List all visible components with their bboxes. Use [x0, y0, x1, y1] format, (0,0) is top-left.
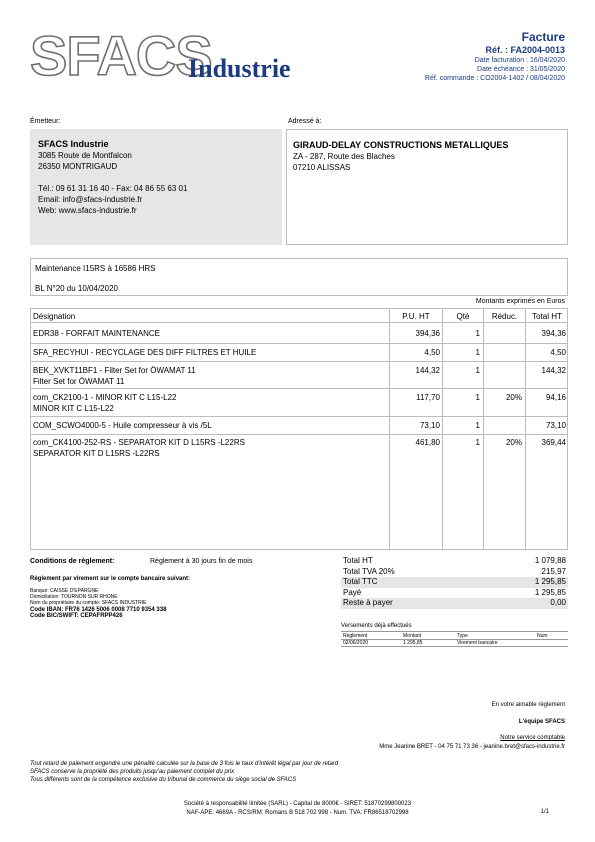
legal-line: SFACS conserve la propriété des produits jusqu'au paiement complet du prix — [30, 769, 235, 775]
bank-details — [30, 588, 166, 619]
reference-line1: Maintenance I15RS à 16586 HRS — [35, 264, 156, 273]
total-row: Total TVA 20% 215,97 — [343, 566, 566, 576]
table-row — [31, 389, 567, 417]
table-row — [31, 344, 567, 362]
item-qty: 1 — [475, 329, 480, 338]
item-qty: 1 — [475, 366, 480, 375]
reference-line2: BL N°20 du 10/04/2020 — [35, 284, 118, 293]
invoice-header — [425, 30, 565, 83]
total-row: Total HT 1 079,88 — [343, 556, 566, 565]
header-pu: P.U. HT — [402, 312, 430, 321]
payments-table — [341, 623, 568, 647]
client-address2: 07210 ALISSAS — [293, 163, 351, 172]
item-designation: EDR38 - FORFAIT MAINTENANCE — [33, 329, 160, 338]
item-total: 73,10 — [545, 421, 566, 430]
virement-title: Règlement par virement sur le compte bancaire suivant: — [30, 576, 191, 582]
item-reduc: 20% — [505, 438, 522, 447]
closing-service: Notre service comptable — [500, 735, 565, 741]
total-row: Reste à payer 0,00 — [343, 598, 566, 607]
date-echeance: Date échéance : 31/05/2020 — [477, 66, 565, 73]
closing-team: L'équipe SFACS — [518, 719, 565, 725]
item-designation: BEK_XVKT11BF1 - Filter Set for ÖWAMAT 11 Filter Set for ÖWAMAT 11 — [33, 366, 196, 386]
bank-owner: Nom du propriétaire du compte: SFACS INDUSTRIE — [30, 600, 147, 607]
bank-iban: Code IBAN: FR76 1426 5006 0008 7710 9354 338 — [30, 606, 167, 613]
item-total: 4,50 — [550, 348, 566, 357]
item-designation: COM_SCWO4000-5 - Huile compresseur à vis /5L — [33, 421, 212, 430]
footer-line1: Société à responsabilité limitée (SARL) - Capital de 8000€ - SIRET: 51870299800023 — [183, 801, 412, 807]
legal-line: Tout retard de paiement engendre une pénalité calculée sur la base de 3 fois le taux d'intérêt légal par jour de retard — [30, 761, 339, 767]
bank-name: Banque: CAISSE D'EPARGNE — [30, 588, 99, 594]
item-pu: 4,50 — [424, 348, 440, 357]
item-total: 394,36 — [541, 329, 566, 338]
item-pu: 461,80 — [415, 438, 440, 447]
table-row — [31, 435, 567, 463]
total-row: Payé 1 295,85 — [343, 587, 566, 597]
invoice-ref: Réf. : FA2004-0013 — [485, 45, 565, 55]
header-reduc: Réduc. — [491, 312, 518, 321]
payment-row: 02/06/2020 1 295,85 Virement bancaire — [341, 640, 568, 647]
conditions-label: Conditions de règlement: — [30, 558, 115, 565]
payments-title: Versements déjà effectués — [341, 623, 568, 632]
emetteur-web: Web: www.sfacs-industrie.fr — [38, 206, 137, 215]
items-table — [30, 308, 568, 550]
invoice-title: Facture — [521, 30, 565, 44]
item-qty: 1 — [475, 348, 480, 357]
bank-bic: Code BIC/SWIFT: CEPAFRPP426 — [30, 612, 123, 619]
table-row — [31, 362, 567, 389]
item-pu: 73,10 — [419, 421, 440, 430]
item-qty: 1 — [475, 393, 480, 402]
adresse-label: Adressé à: — [288, 118, 322, 125]
item-total: 369,44 — [541, 438, 566, 447]
item-pu: 117,70 — [416, 393, 440, 402]
table-header — [31, 309, 567, 323]
payments-header: Règlement Montant Type Num — [341, 633, 568, 640]
page-number: 1/1 — [540, 809, 549, 815]
table-row — [31, 417, 567, 435]
ref-commande: Réf. commande : CO2004-1402 / 08/04/2020 — [424, 75, 565, 82]
adresse-box — [286, 129, 568, 245]
legal-line: Tous différents sont de la compétence exclusive du tribunal de commerce du siège social de SFACS — [30, 777, 297, 783]
emetteur-name: SFACS Industrie — [38, 139, 109, 149]
footer-line2: NAF-APE: 4669A - RCS/RM: Romans B 518 702 998 - Num. TVA: FR86518702998 — [186, 810, 409, 816]
conditions-value: Règlement à 30 jours fin de mois — [150, 558, 253, 565]
item-designation: com_CK4100-252-RS - SEPARATOR KIT D L15RS -L22RS SEPARATOR KIT D L15RS -L22RS — [33, 438, 245, 458]
totals-block — [341, 556, 568, 609]
emetteur-address2: 26350 MONTRIGAUD — [38, 162, 118, 171]
legal-notes — [30, 760, 338, 784]
page-footer — [0, 800, 595, 818]
closing-contact: Mme Jeanine BRET - 04 75 71 73 36 - jeanine.bret@sfacs-industrie.fr — [379, 744, 565, 750]
item-pu: 394,36 — [415, 329, 440, 338]
item-designation: com_CK2100-1 - MINOR KIT C L15-L22 MINOR KIT C L15-L22 — [33, 393, 177, 413]
company-logo — [30, 24, 320, 88]
item-pu: 144,32 — [415, 366, 440, 375]
item-qty: 1 — [475, 421, 480, 430]
header-qty: Qté — [456, 312, 470, 321]
bank-domiciliation: Domiciliation: TOURNON SUR RHONE — [30, 594, 118, 601]
table-row — [31, 323, 567, 344]
emetteur-address1: 3085 Route de Montfalcon — [38, 151, 132, 160]
currency-note: Montants exprimés en Euros — [475, 298, 565, 305]
client-address1: ZA - 287, Route des Blaches — [293, 152, 395, 161]
client-name: GIRAUD-DELAY CONSTRUCTIONS METALLIQUES — [293, 140, 509, 150]
logo-suffix-text: Industrie — [188, 54, 291, 83]
item-total: 144,32 — [541, 366, 566, 375]
logo-brand-text: SFACS — [30, 24, 212, 87]
payment-conditions — [30, 558, 330, 565]
emetteur-box — [30, 129, 282, 245]
header-designation: Désignation — [33, 312, 76, 321]
header-total: Total HT — [532, 312, 562, 321]
reference-box — [30, 258, 568, 296]
total-row: Total TTC 1 295,85 — [343, 577, 566, 586]
item-qty: 1 — [475, 438, 480, 447]
item-reduc: 20% — [505, 393, 522, 402]
item-total: 94,16 — [545, 393, 566, 402]
date-facturation: Date facturation : 16/04/2020 — [474, 57, 565, 64]
emetteur-label: Émetteur: — [30, 118, 61, 125]
item-designation: SFA_RECYHUI - RECYCLAGE DES DIFF FILTRES ET HUILE — [33, 348, 257, 357]
emetteur-email: Email: info@sfacs-industrie.fr — [38, 195, 143, 204]
closing-greeting: En votre aimable règlement — [491, 702, 565, 708]
emetteur-phone: Tél.: 09 61 31 16 40 - Fax: 04 86 55 63 01 — [38, 184, 188, 193]
